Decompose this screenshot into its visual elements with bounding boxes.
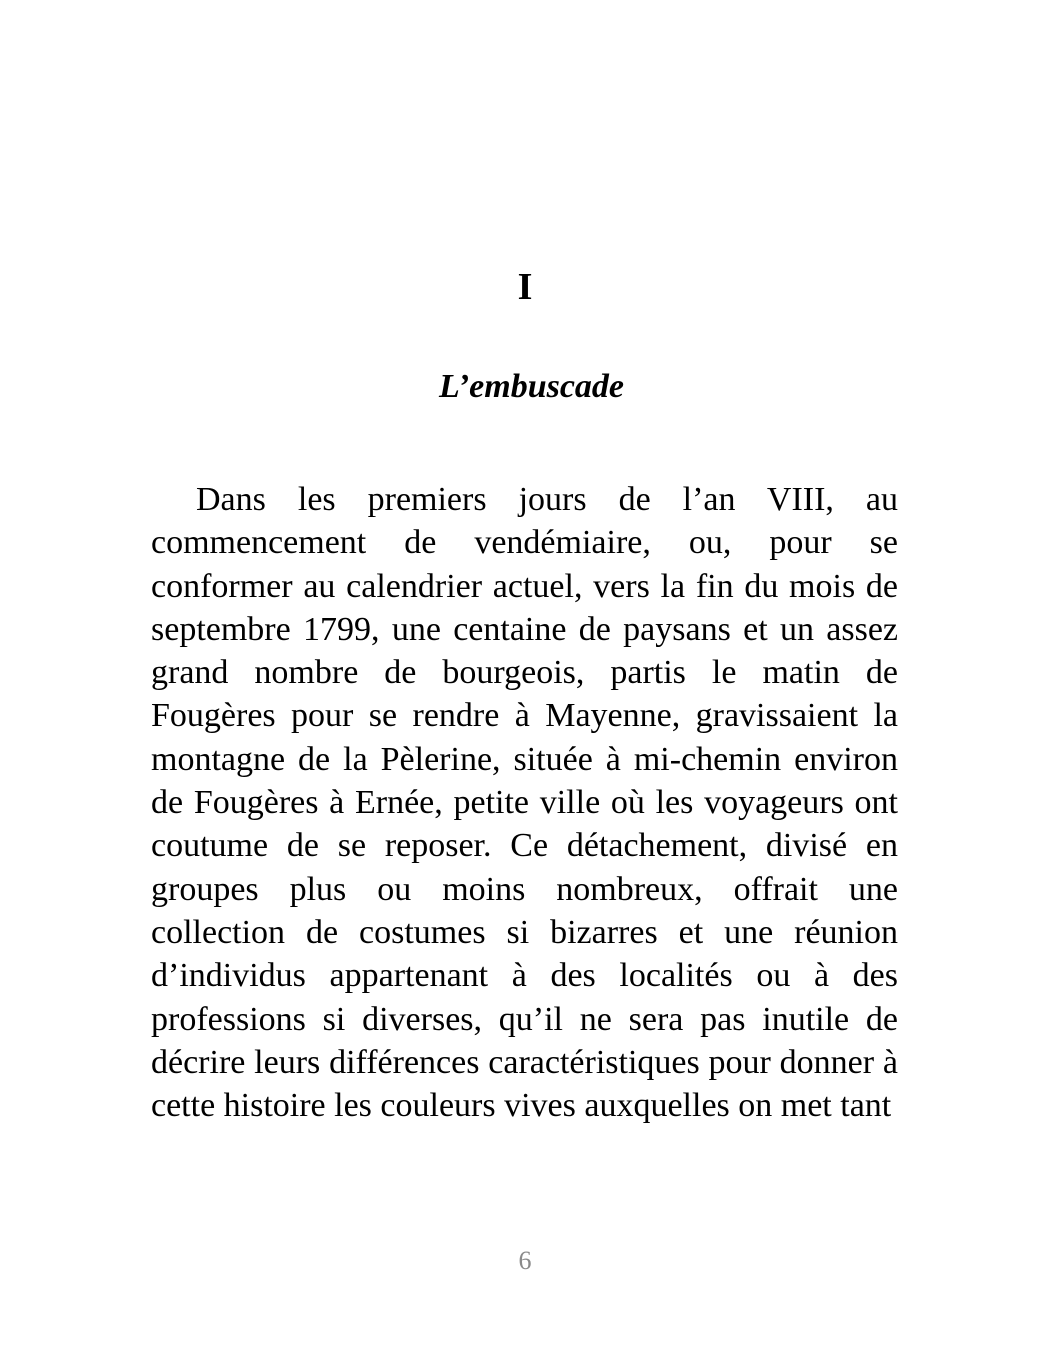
body-paragraph: Dans les premiers jours de l’an VIII, au commencement de vendémiaire, ou, pour se conformer au calendrier actuel, vers la fin du mois de septembre 1799, une centaine de paysans et un assez grand nombre de bourgeois, partis le matin de Fougères pour se rendre à Mayenne, gravissaient la montagne de la Pèlerine, située à mi-chemin environ de Fougères à Ernée, petite ville où les voyageurs ont coutume de se reposer. Ce détachement, divisé en groupes plus ou moins nombreux, offrait une collection de costumes si bizarres et une réunion d’individus appartenant à des localités ou à des professions si diverses, qu’il ne sera pas inutile de décrire leurs différences caractéristiques pour donner à cette histoire les couleurs vives auxquelles on met tant xyxy=(151,481,898,1125)
chapter-number: I xyxy=(517,266,533,308)
chapter-title: L’embuscade xyxy=(438,368,625,405)
page-number: 6 xyxy=(518,1246,532,1275)
